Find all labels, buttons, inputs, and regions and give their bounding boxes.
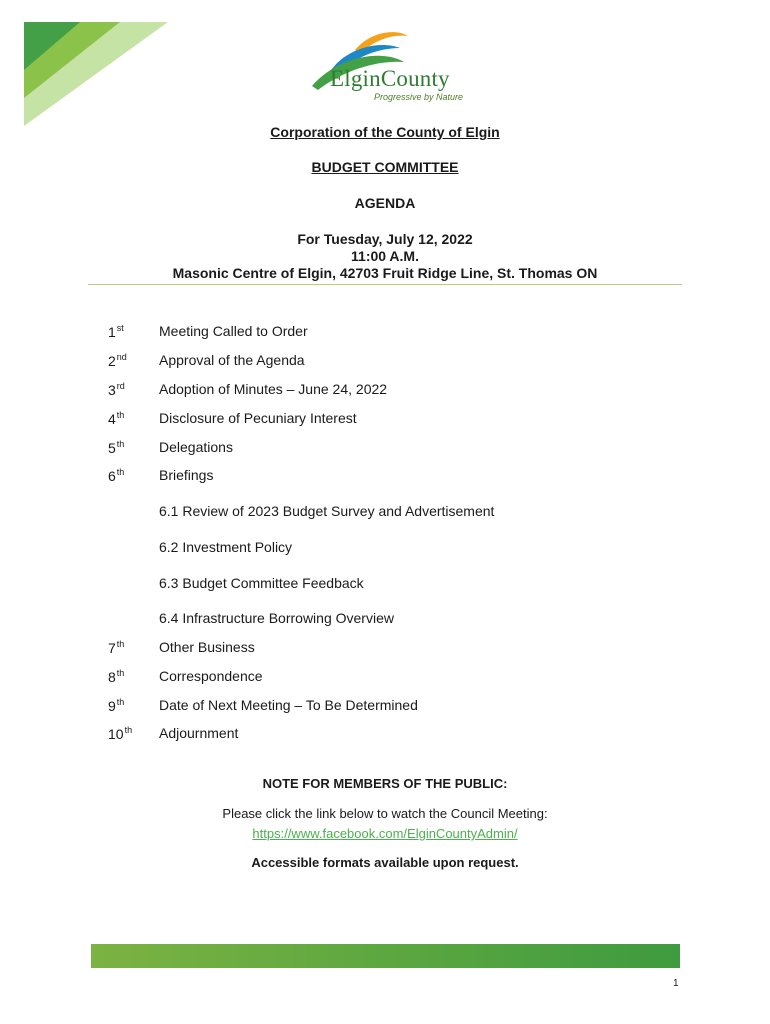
logo-tagline: Progressive by Nature [374,92,464,102]
agenda-item-number: 5th [108,439,125,456]
agenda-item-label: Other Business [159,639,255,655]
public-note-text: Please click the link below to watch the Council Meeting: [222,806,548,821]
agenda-item-label: Adjournment [159,725,239,741]
accessible-formats-note: Accessible formats available upon request. [251,855,519,870]
header-divider [88,284,682,285]
agenda-item-label: Meeting Called to Order [159,323,308,339]
agenda-item-number: 8th [108,668,125,685]
agenda-item-number: 2nd [108,352,127,369]
agenda-item-number: 10th [108,725,133,742]
agenda-item-label: Briefings [159,467,214,483]
agenda-title: AGENDA [354,195,416,211]
committee-title: BUDGET COMMITTEE [311,159,459,175]
agenda-item-label: Approval of the Agenda [159,352,305,368]
agenda-item-label: Correspondence [159,668,263,684]
agenda-item-number: 9th [108,697,125,714]
logo-name: ElginCounty [330,66,450,91]
agenda-item-number: 6th [108,467,125,484]
public-note-title: NOTE FOR MEMBERS OF THE PUBLIC: [262,776,508,791]
footer-bar [91,944,680,968]
facebook-link[interactable]: https://www.facebook.com/ElginCountyAdmin/ [252,826,518,841]
agenda-item-number: 4th [108,410,125,427]
agenda-item-number: 1st [108,323,124,340]
meeting-location: Masonic Centre of Elgin, 42703 Fruit Ridge Line, St. Thomas ON [172,265,598,281]
agenda-item-label: Adoption of Minutes – June 24, 2022 [159,381,388,397]
meeting-date: For Tuesday, July 12, 2022 [297,231,473,247]
meeting-time: 11:00 A.M. [351,248,419,264]
agenda-item-label: Date of Next Meeting – To Be Determined [159,697,418,713]
page-number: 1 [673,978,679,989]
org-title: Corporation of the County of Elgin [270,124,500,140]
agenda-item-number: 3rd [108,381,125,398]
agenda-item-label: Disclosure of Pecuniary Interest [159,410,357,426]
agenda-item-label: Delegations [159,439,233,455]
corner-decoration [0,0,170,130]
agenda-item-number: 7th [108,639,125,656]
